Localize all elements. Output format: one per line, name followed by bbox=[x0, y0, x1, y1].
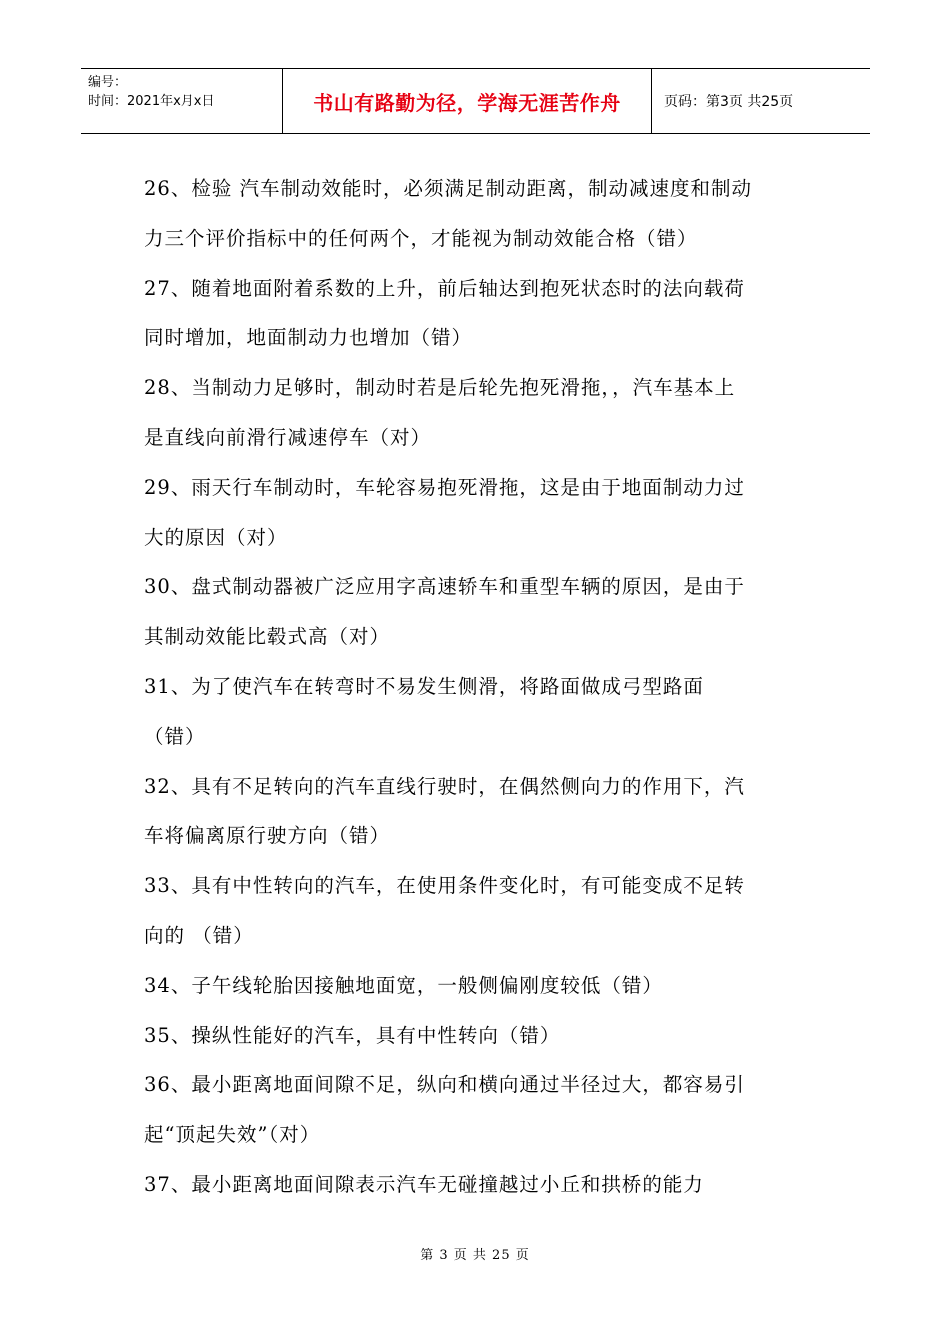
text-line: 32、具有不足转向的汽车直线行驶时，在偶然侧向力的作用下，汽 bbox=[144, 774, 745, 798]
text-line: 29、雨天行车制动时，车轮容易抱死滑拖，这是由于地面制动力过 bbox=[144, 475, 745, 499]
text-line: 31、为了使汽车在转弯时不易发生侧滑，将路面做成弓型路面 bbox=[144, 674, 704, 698]
text-line: （错） bbox=[144, 724, 206, 748]
text-line: 大的原因（对） bbox=[144, 525, 288, 549]
text-line: 36、最小距离地面间隙不足，纵向和横向通过半径过大，都容易引 bbox=[144, 1073, 745, 1097]
text-line: 车将偏离原行驶方向（错） bbox=[144, 824, 391, 848]
text-line: 33、具有中性转向的汽车，在使用条件变化时，有可能变成不足转 bbox=[144, 874, 745, 898]
page-footer bbox=[0, 1244, 950, 1263]
header-page-cell bbox=[652, 69, 870, 133]
header-motto: 书山有路勤为径，学海无涯苦作舟 bbox=[313, 90, 621, 115]
text-line: 35、操纵性能好的汽车，具有中性转向（错） bbox=[144, 1023, 561, 1047]
text-line: 28、当制动力足够时，制动时若是后轮先抱死滑拖，，汽车基本上 bbox=[144, 376, 736, 400]
text-line: 27、随着地面附着系数的上升，前后轴达到抱死状态时的法向载荷 bbox=[144, 276, 745, 300]
text-line: 力三个评价指标中的任何两个，才能视为制动效能合格（错） bbox=[144, 226, 698, 250]
text-line: 26、检验 汽车制动效能时，必须满足制动距离，制动减速度和制动 bbox=[144, 177, 753, 200]
header-motto-cell bbox=[283, 69, 652, 133]
document-time-label: 时间：2021年x月x日 bbox=[88, 94, 215, 109]
text-line: 起“顶起失效”（对） bbox=[144, 1123, 321, 1147]
text-line: 其制动效能比毂式高（对） bbox=[144, 625, 391, 649]
text-line: 同时增加，地面制动力也增加（错） bbox=[144, 326, 473, 350]
text-line: 34、子午线轮胎因接触地面宽，一般侧偏刚度较低（错） bbox=[144, 973, 663, 997]
footer-page-number: 第 3 页 共 25 页 bbox=[420, 1248, 530, 1263]
document-body bbox=[144, 164, 809, 1210]
text-line: 是直线向前滑行减速停车（对） bbox=[144, 425, 432, 449]
page-header bbox=[81, 68, 870, 134]
text-line: 向的 （错） bbox=[144, 923, 254, 947]
header-page-info: 页码：第3页 共25页 bbox=[664, 94, 794, 110]
header-meta-cell bbox=[81, 69, 283, 133]
document-number-label: 编号： bbox=[88, 75, 128, 90]
text-line: 30、盘式制动器被广泛应用字高速轿车和重型车辆的原因，是由于 bbox=[144, 575, 745, 599]
text-line: 37、最小距离地面间隙表示汽车无碰撞越过小丘和拱桥的能力 bbox=[144, 1172, 704, 1196]
